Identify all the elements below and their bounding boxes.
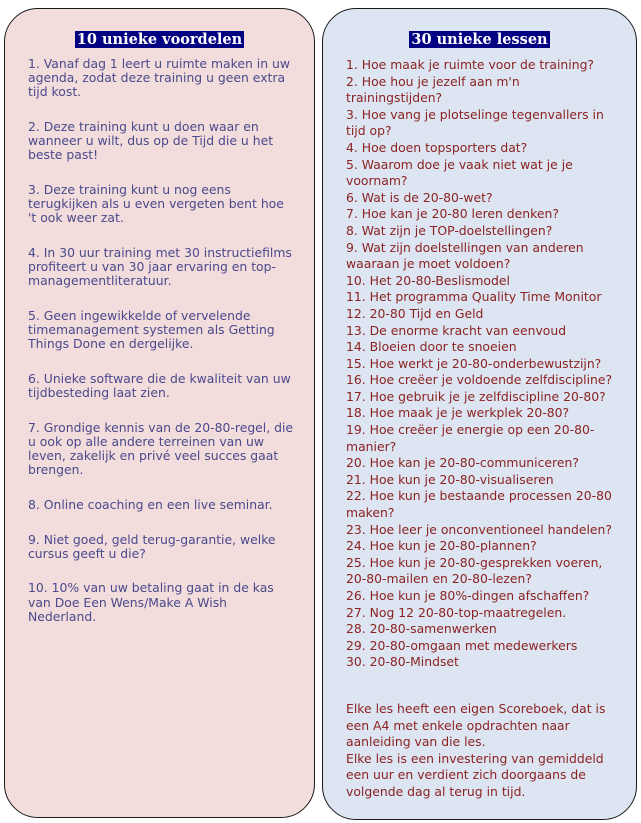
lessons-title: 30 unieke lessen <box>411 31 548 48</box>
lesson-item-29: 29. 20-80-omgaan met medewerkers <box>346 637 578 653</box>
lesson-item-23: 23. Hoe leer je onconventioneel handelen? <box>346 521 612 537</box>
lessons-footer <box>346 701 616 801</box>
benefits-title: 10 unieke voordelen <box>76 31 243 48</box>
footer-investment-text: Elke les is een investering van gemiddeld een uur en verdient zich doorgaans de volgende dag al terug in tijd. <box>346 750 604 799</box>
lesson-item-24: 24. Hoe kun je 20-80-plannen? <box>346 538 537 554</box>
lesson-item-28: 28. 20-80-samenwerken <box>346 621 497 637</box>
benefit-item-10: 10. 10% van uw betaling gaat in de kas van Doe Een Wens/Make A Wish Nederland. <box>28 580 274 624</box>
lesson-item-17: 17. Hoe gebruik je je zelfdiscipline 20-80? <box>346 388 606 404</box>
lesson-item-25: 25. Hoe kun je 20-80-gesprekken voeren, 20-80-mailen en 20-80-lezen? <box>346 554 603 587</box>
lesson-item-14: 14. Bloeien door te snoeien <box>346 339 517 355</box>
lesson-item-26: 26. Hoe kun je 80%-dingen afschaffen? <box>346 588 590 603</box>
lesson-item-30: 30. 20-80-Mindset <box>346 654 459 670</box>
lesson-item-7: 7. Hoe kan je 20-80 leren denken? <box>346 206 559 222</box>
lesson-item-4: 4. Hoe doen topsporters dat? <box>346 139 528 155</box>
lessons-heading-wrap <box>323 29 636 48</box>
benefit-item-7: 7. Grondige kennis van de 20-80-regel, die u ook op alle andere terreinen van uw leven, zakelijk en privé veel succes gaat brengen. <box>28 419 294 478</box>
benefits-heading-wrap <box>5 29 314 48</box>
lesson-item-16: 16. Hoe creëer je voldoende zelfdiscipline? <box>346 372 613 388</box>
lesson-item-5: 5. Waarom doe je vaak niet wat je je voornam? <box>346 156 573 189</box>
lesson-item-13: 13. De enorme kracht van eenvoud <box>346 322 567 338</box>
benefit-item-8: 8. Online coaching en een live seminar. <box>28 497 273 512</box>
lessons-list <box>346 57 616 671</box>
lesson-item-22: 22. Hoe kun je bestaande processen 20-80 maken? <box>346 488 612 521</box>
footer-scoreboek-text: Elke les heeft een eigen Scoreboek, dat is een A4 met enkele opdrachten naar aanleiding van die les. <box>346 701 606 750</box>
benefit-item-2: 2. Deze training kunt u doen waar en wanneer u wilt, dus op de Tijd die u het beste past! <box>28 119 274 163</box>
lesson-item-11: 11. Het programma Quality Time Monitor <box>346 289 602 305</box>
lesson-item-10: 10. Het 20-80-Beslismodel <box>346 272 510 288</box>
lesson-item-6: 6. Wat is de 20-80-wet? <box>346 189 493 205</box>
benefit-item-4: 4. In 30 uur training met 30 instructiefilms profiteert u van 30 jaar ervaring en top-managementliteratuur. <box>28 245 292 289</box>
lesson-item-18: 18. Hoe maak je je werkplek 20-80? <box>346 405 570 421</box>
lesson-item-8: 8. Wat zijn je TOP-doelstellingen? <box>346 222 553 238</box>
lesson-item-15: 15. Hoe werkt je 20-80-onderbewustzijn? <box>346 355 602 371</box>
lesson-item-3: 3. Hoe vang je plotselinge tegenvallers in tijd op? <box>346 106 604 139</box>
lesson-item-27: 27. Nog 12 20-80-top-maatregelen. <box>346 604 567 620</box>
lesson-item-19: 19. Hoe creëer je energie op een 20-80-manier? <box>346 422 595 454</box>
lesson-item-9: 9. Wat zijn doelstellingen van anderen waaraan je moet voldoen? <box>346 239 584 272</box>
benefit-item-9: 9. Niet goed, geld terug-garantie, welke cursus geeft u die? <box>28 531 276 561</box>
lesson-item-2: 2. Hoe hou je jezelf aan m'n trainingstijden? <box>346 73 520 106</box>
benefit-item-5: 5. Geen ingewikkelde of vervelende timemanagement systemen als Getting Things Done en dergelijke. <box>28 308 275 352</box>
lesson-item-21: 21. Hoe kun je 20-80-visualiseren <box>346 471 554 487</box>
benefits-list <box>28 57 296 644</box>
lesson-item-12: 12. 20-80 Tijd en Geld <box>346 305 484 321</box>
lesson-item-20: 20. Hoe kan je 20-80-communiceren? <box>346 455 579 471</box>
lesson-item-1: 1. Hoe maak je ruimte voor de training? <box>346 57 595 72</box>
benefit-item-3: 3. Deze training kunt u nog eens terugkijken als u even vergeten bent hoe 't ook weer zat. <box>28 182 284 226</box>
benefit-item-1: 1. Vanaf dag 1 leert u ruimte maken in uw agenda, zodat deze training u geen extra tijd kost. <box>28 56 290 100</box>
benefit-item-6: 6. Unieke software die de kwaliteit van uw tijdbesteding laat zien. <box>28 371 291 401</box>
